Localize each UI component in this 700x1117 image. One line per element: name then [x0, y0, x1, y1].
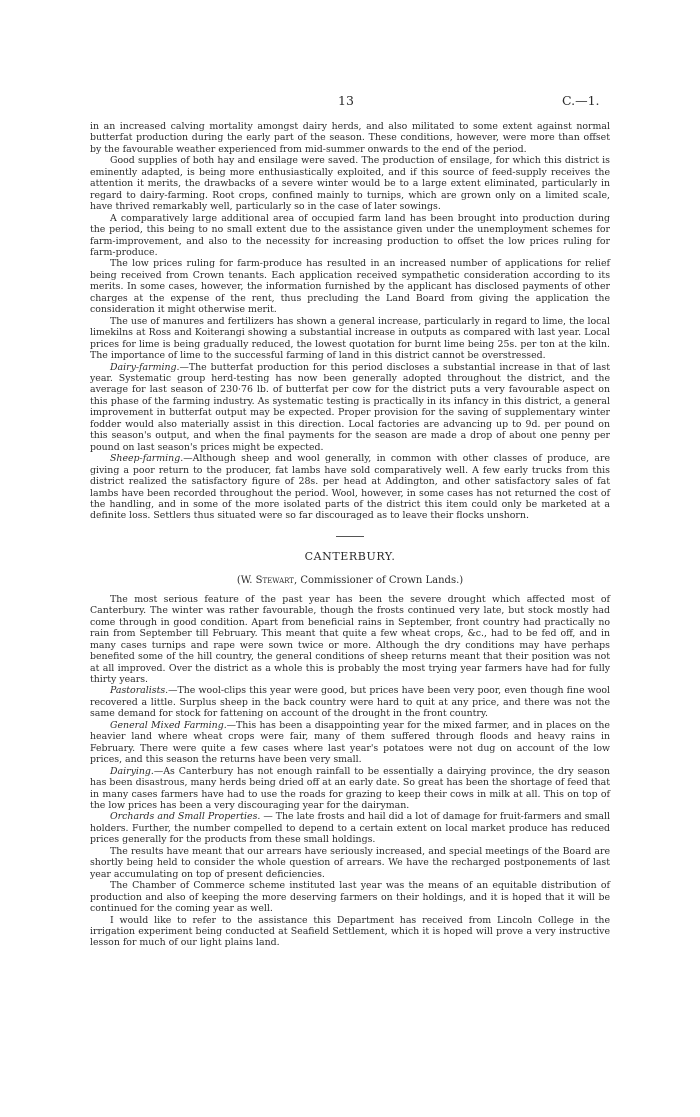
author-role: , Commissioner of Crown Lands. [293, 574, 460, 586]
paragraph-heading: Dairy-farming. [110, 361, 180, 373]
paragraph: I would like to refer to the assistance this Department has received from Lincoln College in the irrigation experiment being conducted at Seafield Settlement, which it is hoped will prove a very instructive lesson for much of our light plains land. [90, 914, 610, 949]
paragraph-text: —The butterfat production for this period discloses a substantial increase in that of last year. Systematic group herd-testing has now been generally adopted throughout the district, and the average for last season of 230·76 lb. of butterfat per cow for the district puts a very favourable aspect on this phase of the farming industry. As systematic testing is practically in its infancy in this district, a general improvement in butterfat output may be expected. Proper provision for the saving of supplementary winter fodder would also materially assist in this direction. Local factories are advancing up to 9d. per pound on this season's output, and when the final payments for the season are made a drop of about one penny per pound on last season's prices might be expected. [90, 361, 610, 453]
paragraph: The Chamber of Commerce scheme instituted last year was the means of an equitable distribution of production and also of keeping the more deserving farmers on their holdings, and it is hoped that it will be continued for the coming year as well. [90, 880, 610, 915]
paragraph-general-mixed-farming [90, 720, 610, 766]
paragraph-dairying [90, 766, 610, 812]
paragraph-text: —As Canterbury has not enough rainfall to be essentially a dairying province, the dry season has been disastrous, many herds being dried off at an early date. So great has been the shortage of feed that in many cases farmers have had to use the roads for grazing to keep their cows in milk at all. This on top of the low prices has been a very discouraging year for the dairyman. [90, 765, 610, 812]
paragraph-sheep-farming [90, 453, 610, 522]
paragraph-text: —The wool-clips this year were good, but prices have been very poor, even though fine wool recovered a little. Surplus sheep in the back country were hard to quit at any price, and there was not the same demand for stock for fattening on account of the drought in the front country. [90, 685, 610, 720]
paragraph-text: — The late frosts and hail did a lot of damage for fruit-farmers and small holders. Further, the number compelled to depend to a certain extent on local market produce has reduced prices generally for the products from these small holdings. [90, 811, 610, 846]
paragraph: in an increased calving mortality amongst dairy herds, and also militated to some extent against normal butterfat production during the early part of the season. These conditions, however, were more than offset by the favourable weather experienced from mid-summer onwards to the end of the period. [90, 121, 610, 155]
page-body [90, 121, 610, 949]
paragraph: The use of manures and fertilizers has shown a general increase, particularly in regard to lime, the local limekilns at Ross and Koiterangi showing a substantial increase in outputs as compared with last year. Local prices for lime is being gradually reduced, the lowest quotation for burnt lime being 25s. per ton at the kiln. The importance of lime to the successful farming of land in this district cannot be overstressed. [90, 315, 610, 362]
paragraph-text: —Although sheep and wool generally, in common with other classes of produce, are giving a poor return to the producer, fat lambs have sold comparatively well. A few early trucks from this district realized the satisfactory figure of 28s. per head at Addington, and other satisfactory sales of fat lambs have been recorded throughout the period. Wool, however, in some cases has not returned the cost of the handling, and in some of the more isolated parts of the district this item could only be marketed at a definite loss. Settlers thus situated were so far discouraged as to leave their flocks unshorn. [90, 453, 610, 522]
paragraph: Good supplies of both hay and ensilage were saved. The production of ensilage, for which this district is eminently adapted, is being more enthusiastically exploited, and if this source of feed-supply receives the attention it merits, the drawbacks of a severe winter would be to a large extent eliminated, particularly in regard to dairy-farming. Root crops, confined mainly to turnips, which are grown only on a limited scale, have thrived remarkably well, particularly so in the case of later sowings. [90, 155, 610, 213]
paragraph-heading: Sheep-farming. [110, 453, 184, 465]
paragraph-heading: Orchards and Small Properties. [110, 811, 261, 823]
section-title: CANTERBURY. [304, 549, 396, 563]
paragraph-orchards [90, 811, 610, 845]
author-name: W. Stewart [240, 574, 294, 586]
page-number: 13 [338, 93, 354, 108]
paragraph-dairy-farming [90, 362, 610, 454]
section-divider [336, 536, 364, 537]
paragraph: The results have meant that our arrears have seriously increased, and special meetings of the Board are shortly being held to consider the whole question of arrears. We have the recharged postponements of last year accumulating on top of present deficiencies. [90, 845, 610, 880]
document-reference: C.—1. [562, 93, 600, 108]
section-author: (W. Stewart, Commissioner of Crown Lands.) [236, 574, 464, 586]
paragraph-heading: General Mixed Farming. [110, 719, 227, 731]
page-header [0, 93, 700, 109]
paragraph-heading: Dairying. [110, 765, 154, 777]
paragraph-heading: Pastoralists. [110, 685, 169, 697]
paragraph: The most serious feature of the past year has been the severe drought which affected most of Canterbury. The winter was rather favourable, though the frosts continued very late, but stock mostly had come through in good condition. Apart from beneficial rains in September, front country had practically no rain from September till February. This meant that quite a few wheat crops, &c., had to be fed off, and in many cases turnips and rape were sown twice or more. Although the dry conditions may have perhaps benefited some of the hill country, the general conditions of sheep returns meant that their position was not at all improved. Over the district as a whole this is probably the most trying year farmers have had for fully thirty years. [90, 593, 610, 686]
paragraph: The low prices ruling for farm-produce has resulted in an increased number of applications for relief being received from Crown tenants. Each application received sympathetic consideration according to its merits. In some cases, however, the information furnished by the applicant has disclosed payments of other charges at the expense of the rent, thus precluding the Land Board from giving the application the consideration it might otherwise merit. [90, 258, 610, 316]
paragraph-pastoralists [90, 685, 610, 719]
paragraph-text: —This has been a disappointing year for the mixed farmer, and in places on the heavier land where wheat crops were fair, many of them suffered through floods and heavy rains in February. There were quite a few cases where last year's potatoes were not dug on account of the low prices, and this season the returns have been very small. [90, 719, 610, 766]
paragraph: A comparatively large additional area of occupied farm land has been brought into production during the period, this being to no small extent due to the assistance given under the unemployment schemes for farm-improvement, and also to the necessity for increasing production to offset the low prices ruling for farm-produce. [90, 212, 610, 258]
